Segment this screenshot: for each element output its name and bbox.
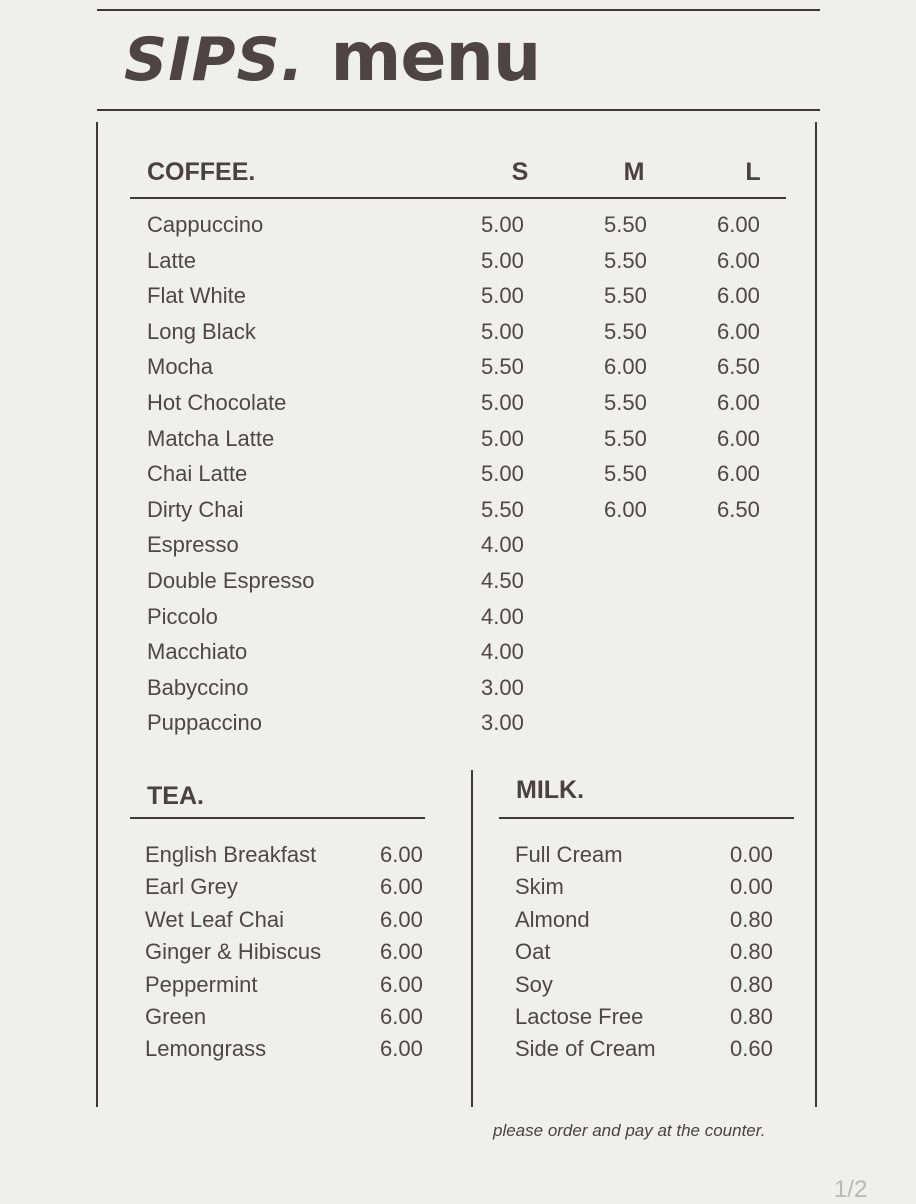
milk-item-price: 0.00 [730, 842, 773, 867]
coffee-price-large: 6.00 [717, 212, 760, 237]
coffee-item-name: Hot Chocolate [147, 390, 287, 415]
coffee-price-medium: 5.50 [604, 461, 647, 487]
milk-item-row [0, 874, 916, 906]
milk-item-row [0, 907, 916, 939]
size-medium-header: M [623, 158, 645, 186]
milk-header-rule [499, 817, 794, 819]
coffee-price-small: 5.00 [481, 283, 524, 309]
tea-item-price: 6.00 [380, 971, 423, 997]
top-rule [97, 9, 820, 11]
order-note: please order and pay at the counter. [493, 1121, 766, 1140]
tea-item-name: Ginger & Hibiscus [145, 939, 322, 965]
tea-item-name: Earl Grey [145, 874, 238, 900]
coffee-price-small: 4.00 [481, 603, 524, 629]
coffee-item-row [0, 532, 916, 568]
coffee-price-small: 4.00 [481, 639, 524, 665]
tea-item-price: 6.00 [380, 842, 423, 867]
coffee-price-small: 3.00 [481, 710, 524, 736]
coffee-item-row [0, 461, 916, 497]
coffee-price-small: 5.00 [481, 247, 524, 273]
coffee-price-small: 4.00 [481, 532, 524, 558]
coffee-item-row [0, 283, 916, 319]
tea-item-name: English Breakfast [145, 842, 317, 867]
coffee-price-small: 5.50 [481, 496, 524, 522]
coffee-item-name: Espresso [147, 532, 239, 558]
coffee-item-name: Long Black [147, 318, 256, 344]
coffee-price-medium: 6.00 [604, 354, 647, 380]
milk-item-name: Almond [515, 906, 590, 932]
header-bottom-rule [97, 109, 820, 111]
coffee-item-name: Piccolo [147, 603, 218, 629]
brand-sips: SIPS. [124, 25, 305, 95]
tea-item-price: 6.00 [380, 874, 423, 900]
coffee-price-small: 5.00 [481, 461, 524, 487]
coffee-item-row [0, 710, 916, 746]
size-large-header: L [745, 158, 761, 186]
coffee-price-large: 6.00 [717, 283, 760, 309]
tea-item-price: 6.00 [380, 1036, 423, 1062]
milk-title: MILK. [516, 776, 585, 804]
coffee-price-medium: 5.50 [604, 425, 647, 451]
coffee-item-row [0, 604, 916, 640]
brand-logo [124, 18, 540, 98]
coffee-price-small: 5.00 [481, 390, 524, 415]
milk-item-name: Oat [515, 939, 551, 965]
page-indicator: 1/2 [834, 1176, 868, 1203]
coffee-price-large: 6.00 [717, 461, 760, 487]
coffee-price-large: 6.50 [717, 354, 760, 380]
coffee-price-large: 6.50 [717, 496, 760, 522]
tea-item-name: Green [145, 1004, 207, 1029]
coffee-item-row [0, 248, 916, 284]
milk-item-price: 0.80 [730, 971, 773, 997]
coffee-item-name: Babyccino [147, 674, 249, 700]
coffee-item-row [0, 675, 916, 711]
milk-item-name: Soy [515, 971, 553, 997]
tea-item-name: Lemongrass [145, 1036, 267, 1062]
coffee-price-small: 5.00 [481, 425, 524, 451]
coffee-price-large: 6.00 [717, 247, 760, 273]
milk-item-price: 0.60 [730, 1036, 773, 1062]
coffee-price-small: 4.50 [481, 568, 524, 593]
milk-item-name: Lactose Free [515, 1004, 644, 1029]
coffee-item-name: Macchiato [147, 639, 248, 665]
milk-item-row [0, 1036, 916, 1068]
coffee-item-name: Flat White [147, 283, 247, 309]
coffee-price-medium: 5.50 [604, 390, 647, 415]
coffee-price-small: 5.00 [481, 212, 524, 237]
tea-header-rule [130, 817, 425, 819]
milk-item-row [0, 842, 916, 874]
coffee-item-name: Double Espresso [147, 568, 315, 593]
coffee-item-name: Cappuccino [147, 212, 264, 237]
coffee-price-medium: 5.50 [604, 283, 647, 309]
coffee-price-small: 3.00 [481, 674, 524, 700]
tea-item-name: Wet Leaf Chai [145, 906, 285, 932]
coffee-item-row [0, 212, 916, 248]
tea-item-name: Peppermint [145, 971, 258, 997]
milk-item-row [0, 1004, 916, 1036]
tea-item-price: 6.00 [380, 939, 423, 965]
tea-item-price: 6.00 [380, 1004, 423, 1029]
coffee-item-name: Matcha Latte [147, 425, 275, 451]
milk-item-price: 0.80 [730, 1004, 773, 1029]
coffee-item-row [0, 568, 916, 604]
coffee-item-name: Chai Latte [147, 461, 248, 487]
coffee-price-small: 5.00 [481, 318, 524, 344]
coffee-item-name: Dirty Chai [147, 496, 244, 522]
milk-item-price: 0.80 [730, 939, 773, 965]
coffee-item-row [0, 354, 916, 390]
milk-item-price: 0.80 [730, 906, 773, 932]
coffee-price-small: 5.50 [481, 354, 524, 380]
milk-item-row [0, 939, 916, 971]
coffee-price-medium: 5.50 [604, 318, 647, 344]
coffee-item-name: Mocha [147, 354, 214, 380]
coffee-price-large: 6.00 [717, 390, 760, 415]
size-small-header: S [511, 158, 529, 186]
coffee-item-row [0, 390, 916, 426]
coffee-price-large: 6.00 [717, 425, 760, 451]
tea-item-price: 6.00 [380, 906, 423, 932]
coffee-price-medium: 5.50 [604, 212, 647, 237]
milk-item-row [0, 972, 916, 1004]
coffee-header-rule [130, 197, 786, 199]
milk-item-name: Side of Cream [515, 1036, 656, 1062]
milk-item-name: Full Cream [515, 842, 623, 867]
coffee-item-name: Puppaccino [147, 710, 262, 736]
brand-menu-word: menu [330, 18, 541, 97]
milk-item-name: Skim [515, 874, 564, 900]
coffee-item-row [0, 319, 916, 355]
milk-item-price: 0.00 [730, 874, 773, 900]
coffee-title: COFFEE. [147, 158, 256, 186]
coffee-price-medium: 5.50 [604, 247, 647, 273]
coffee-item-row [0, 426, 916, 462]
coffee-item-row [0, 639, 916, 675]
tea-title: TEA. [147, 782, 204, 810]
coffee-price-large: 6.00 [717, 318, 760, 344]
coffee-item-name: Latte [147, 247, 196, 273]
coffee-price-medium: 6.00 [604, 496, 647, 522]
coffee-item-row [0, 497, 916, 533]
